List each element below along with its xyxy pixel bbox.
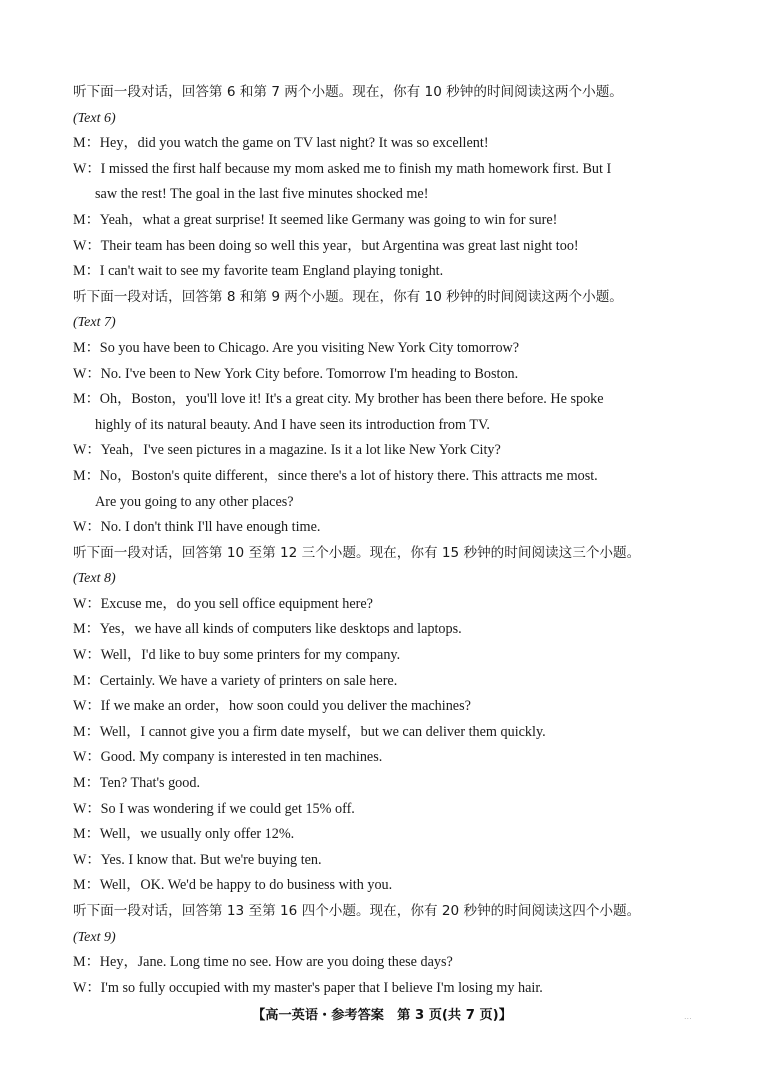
dialogue-continuation: highly of its natural beauty. And I have seen its introduction from TV. [95,416,490,433]
dialogue-line: M：No，Boston's quite different，since there's a lot of history there. This attracts me most. [73,467,598,484]
text-label: (Text 6) [73,110,116,126]
instruction-line: 听下面一段对话，回答第 6 和第 7 两个小题。现在，你有 10 秒钟的时间阅读这两个小题。 [73,84,623,100]
instruction-line: 听下面一段对话，回答第 8 和第 9 两个小题。现在，你有 10 秒钟的时间阅读这两个小题。 [73,288,623,305]
dialogue-line: M：Well，we usually only offer 12%. [73,826,295,843]
dialogue-line: M：Well，OK. We'd be happy to do business with you. [73,877,393,894]
text-label: (Text 8) [73,571,116,587]
dialogue-line: W：Excuse me，do you sell office equipment here? [73,595,373,612]
dialogue-line: M：Well，I cannot give you a firm date myself，but we can deliver them quickly. [73,723,546,740]
dialogue-line: W：If we make an order，how soon could you deliver the machines? [73,698,471,715]
dialogue-line: M：Certainly. We have a variety of printers on sale here. [73,672,398,689]
dialogue-line: M：Oh，Boston，you'll love it! It's a great city. My brother has been there before. He spoke [73,391,604,408]
dialogue-line: W：I'm so fully occupied with my master's paper that I believe I'm losing my hair. [73,979,543,996]
dialogue-line: W：Their team has been doing so well this year，but Argentina was great last night too! [73,237,579,254]
dialogue-line: W：Yes. I know that. But we're buying ten. [73,851,322,868]
dialogue-line: M：Hey，Jane. Long time no see. How are you doing these days? [73,954,453,971]
listening-script [73,80,723,1001]
dialogue-line: M：Yeah，what a great surprise! It seemed like Germany was going to win for sure! [73,211,558,228]
dialogue-line: W：Yeah，I've seen pictures in a magazine. Is it a lot like New York City? [73,442,501,459]
dialogue-line: M：Hey，did you watch the game on TV last night? It was so excellent! [73,135,489,152]
dialogue-line: W：I missed the first half because my mom asked me to finish my math homework first. But I [73,160,612,177]
dialogue-line: W：No. I've been to New York City before. Tomorrow I'm heading to Boston. [73,365,519,382]
dialogue-line: W：So I was wondering if we could get 15% off. [73,800,355,817]
dialogue-line: W：Well，I'd like to buy some printers for my company. [73,647,401,664]
dialogue-line: M：Yes，we have all kinds of computers like desktops and laptops. [73,621,462,638]
dialogue-continuation: saw the rest! The goal in the last five minutes shocked me! [95,186,429,203]
dialogue-continuation: Are you going to any other places? [95,493,294,510]
dialogue-line: M：So you have been to Chicago. Are you visiting New York City tomorrow? [73,339,520,356]
dialogue-line: W：No. I don't think I'll have enough time. [73,519,321,536]
instruction-line: 听下面一段对话，回答第 13 至第 16 四个小题。现在，你有 20 秒钟的时间阅读这四个小题。 [73,903,641,919]
text-label: (Text 7) [73,315,116,331]
corner-mark: ... [684,1012,692,1021]
text-label: (Text 9) [73,929,116,945]
dialogue-line: M：Ten? That's good. [73,775,201,792]
dialogue-line: M：I can't wait to see my favorite team England playing tonight. [73,263,444,280]
dialogue-line: W：Good. My company is interested in ten machines. [73,749,383,766]
instruction-line: 听下面一段对话，回答第 10 至第 12 三个小题。现在，你有 15 秒钟的时间阅读这三个小题。 [73,544,641,561]
page-footer: 【高一英语・参考答案 第 3 页(共 7 页)】 [252,1008,512,1023]
